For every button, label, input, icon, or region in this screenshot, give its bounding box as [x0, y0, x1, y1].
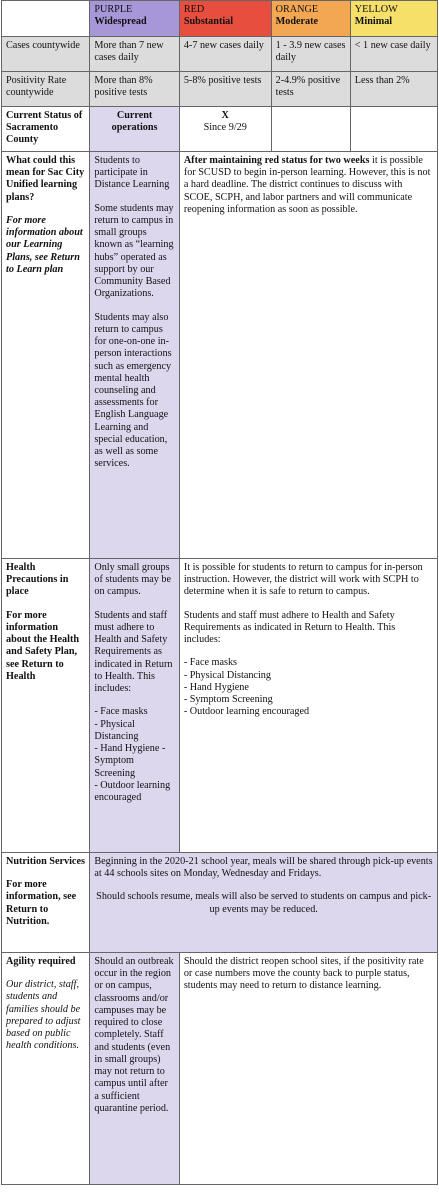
red-tier-name: RED	[183, 4, 205, 15]
tier-header-row	[2, 1, 438, 37]
agility-label: Agility required	[6, 956, 76, 967]
health-red-list: - Face masks - Physical Distancing - Hand Hygiene - Symptom Screening - Outdoor learning encouraged	[183, 657, 310, 718]
header-blank-cell	[2, 1, 90, 37]
status-yellow	[350, 107, 437, 152]
health-row	[2, 559, 438, 853]
yellow-tier-level: Minimal	[354, 16, 393, 28]
health-note: For more information about the Health and Safety Plan, see Return to Health	[6, 609, 80, 682]
nutrition-row	[2, 853, 438, 953]
agility-red: Should the district reopen school sites, if the positivity rate or case numbers move the county back to purple status, students may need to return to distance learning.	[179, 953, 437, 1185]
nutrition-note: For more information, see Return to Nutrition.	[6, 879, 77, 927]
purple-tier-level: Widespread	[94, 16, 147, 28]
agility-note: Our district, staff, students and families should be prepared to adjust based on public health conditions.	[6, 979, 81, 1052]
learning-red-bold: After maintaining red status for two weeks	[183, 155, 370, 166]
positivity-red: 5-8% positive tests	[179, 72, 271, 107]
header-red-tier	[179, 1, 271, 37]
health-red	[179, 559, 437, 853]
orange-tier-name: ORANGE	[275, 4, 319, 15]
learning-purple-p2: Some students may return to campus in small groups known as “learning hubs” operated as support by our Community Based Organizations.	[94, 202, 174, 300]
nutrition-label: Nutrition Services	[6, 856, 85, 867]
learning-row	[2, 152, 438, 559]
learning-label: What could this mean for Sac City Unified learning plans?	[6, 155, 85, 203]
health-purple-p2: Students and staff must adhere to Health and Safety Requirements as indicated in Return to Health. This includes:	[94, 609, 173, 695]
nutrition-content	[90, 853, 438, 953]
header-purple-tier	[90, 1, 179, 37]
positivity-row	[2, 72, 438, 107]
status-red-since: Since 9/29	[203, 122, 247, 134]
cases-label: Cases countywide	[2, 37, 90, 72]
learning-red-rest: it is possible for SCUSD to begin in-person learning. However, this is not a hard deadline. The district continues to discuss with SCOE, SCPH, and labor partners and will communicate reopening information as soon as possible.	[183, 155, 431, 215]
cases-row	[2, 37, 438, 72]
health-purple	[90, 559, 179, 853]
learning-label-cell	[2, 152, 90, 559]
nutrition-p1: Beginning in the 2020-21 school year, meals will be shared through pick-up events at 44 schools sites on Monday, Wednesday and Fridays.	[94, 856, 433, 880]
header-orange-tier	[271, 1, 350, 37]
learning-red	[179, 152, 437, 559]
orange-tier-level: Moderate	[275, 16, 319, 28]
cases-yellow: < 1 new case daily	[350, 37, 437, 72]
health-purple-p1: Only small groups of students may be on campus.	[94, 562, 172, 598]
positivity-yellow: Less than 2%	[350, 72, 437, 107]
cases-orange: 1 - 3.9 new cases daily	[271, 37, 350, 72]
agility-row	[2, 953, 438, 1185]
health-label-cell	[2, 559, 90, 853]
header-yellow-tier	[350, 1, 437, 37]
nutrition-label-cell	[2, 853, 90, 953]
agility-label-cell	[2, 953, 90, 1185]
health-label: Health Precautions in place	[6, 562, 69, 598]
yellow-tier-name: YELLOW	[354, 4, 398, 15]
cases-red: 4-7 new cases daily	[179, 37, 271, 72]
status-orange	[271, 107, 350, 152]
health-red-p1: It is possible for students to return to campus for in-person instruction. However, the district will work with SCPH to determine when it is safe to return to campus.	[183, 562, 423, 598]
reopening-tier-table	[1, 0, 438, 1185]
health-purple-list: - Face masks - Physical Distancing - Hand Hygiene - Symptom Screening - Outdoor learning encouraged	[94, 706, 171, 803]
positivity-label: Positivity Rate countywide	[2, 72, 90, 107]
positivity-purple: More than 8% positive tests	[90, 72, 179, 107]
status-label: Current Status of Sacramento County	[2, 107, 90, 152]
red-tier-level: Substantial	[183, 16, 234, 28]
agility-purple: Should an outbreak occur in the region or on campus, classrooms and/or campuses may be required to close completely. Staff and students (even in small groups) may not return to campus until after a sufficient quarantine period.	[90, 953, 179, 1185]
cases-purple: More than 7 new cases daily	[90, 37, 179, 72]
health-red-p2: Students and staff must adhere to Health and Safety Requirements as indicated in Return to Health. This includes:	[183, 609, 396, 646]
learning-red-text	[184, 155, 433, 216]
status-red-mark: X	[221, 110, 229, 121]
positivity-orange: 2-4.9% positive tests	[271, 72, 350, 107]
learning-purple-p3: Students may also return to campus for one-on-one in-person interactions such as emergency mental health counseling and assessments for English Language Learning and special education, as well as some services.	[94, 311, 172, 470]
learning-purple	[90, 152, 179, 559]
nutrition-p2: Should schools resume, meals will also be served to students on campus and pick-up events may be reduced.	[96, 891, 432, 915]
learning-note: For more information about our Learning Plans, see Return to Learn plan	[6, 214, 83, 275]
status-red	[179, 107, 271, 152]
status-purple: Current operations	[90, 107, 179, 152]
learning-purple-p1: Students to participate in Distance Learning	[94, 155, 170, 191]
status-row	[2, 107, 438, 152]
purple-tier-name: PURPLE	[94, 4, 133, 15]
